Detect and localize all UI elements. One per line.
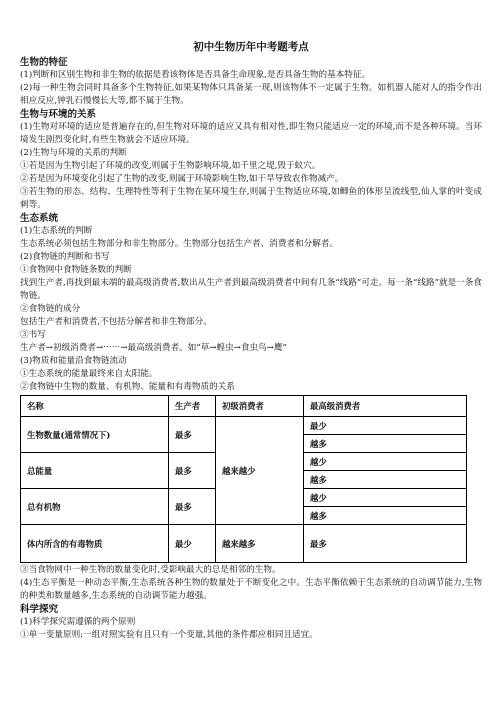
row-producer: 最多	[169, 417, 216, 453]
row-top-a: 越少	[304, 453, 467, 471]
header-top: 最高级消费者	[304, 396, 467, 417]
content-before-table	[20, 56, 482, 394]
table-row	[21, 417, 467, 435]
paragraph: 包括生产者和消费者,不包括分解者和非生物部分。	[20, 317, 212, 327]
food-chain-table	[20, 395, 467, 563]
section-heading: 科学探究	[20, 604, 59, 615]
table-row	[21, 525, 467, 563]
document-page	[20, 40, 482, 642]
row-top-a: 最少	[304, 417, 467, 435]
paragraph: ②食物链中生物的数量、有机物、能量和有毒物质的关系	[20, 382, 235, 392]
paragraph: (1)判断和区别生物和非生物的依据是看该物体是否具备生命现象,是否具备生物的基本特征。	[20, 70, 371, 80]
paragraph: ①单一变量原则:一组对照实验有且只有一个变量,其他的条件都应相同且适宜。	[20, 630, 318, 640]
paragraph: (2)生物与环境的关系的判断	[20, 148, 127, 158]
paragraph: 生态系统必须包括生物部分和非生物部分。生物部分包括生产者、消费者和分解者。	[20, 239, 338, 249]
table-header-row	[21, 396, 467, 417]
document-title: 初中生物历年中考题考点	[193, 41, 309, 53]
paragraph: 找到生产者,再找到最末端的最高级消费者,数出从生产者到最高级消费者中间有几条“线路”可走。每一条“线路”就是一条食物链。	[20, 278, 482, 301]
header-producer: 生产者	[169, 396, 216, 417]
row-producer: 最少	[169, 525, 216, 563]
paragraph: (1)生物对环境的适应是普遍存在的,但生物对环境的适应又具有相对性,即生物只能适应一定的环境,而不是各种环境。当环境发生剧烈变化时,有些生物就会不适应环境。	[20, 122, 482, 145]
row-primary: 越来越多	[216, 525, 304, 563]
paragraph: (4)生态平衡是一种动态平衡,生态系统各种生物的数量处于不断变化之中。生态平衡依赖于生态系统的自动调节能力,生物的种类和数量越多,生态系统的自动调节能力越强。	[20, 578, 482, 601]
paragraph: (2)每一种生物会同时具备多个生物特征,如果某物体只具备某一现,则该物体不一定属于生物。如机器人能对人的指令作出相应反应,钟乳石慢慢长大等,都不属于生物。	[20, 83, 482, 106]
row-top-b: 越多	[304, 435, 467, 453]
paragraph: (1)科学探究需遵循的两个原则	[20, 617, 136, 627]
header-primary: 初级消费者	[216, 396, 304, 417]
row-top: 最多	[304, 525, 467, 563]
paragraph: ②若是因为环境变化引起了生物的改变,则属于环境影响生物,如干旱导致农作物减产。	[20, 174, 344, 184]
row-producer: 最多	[169, 453, 216, 489]
row-top-b: 越多	[304, 471, 467, 489]
header-name: 名称	[21, 396, 169, 417]
paragraph: ③当食物网中一种生物的数量变化时,受影响最大的总是相邻的生物。	[20, 565, 281, 575]
row-top-a: 越少	[304, 489, 467, 507]
primary-merged: 越来越少	[216, 417, 304, 525]
row-name: 生物数量(通常情况下)	[21, 417, 169, 453]
row-name: 总有机物	[21, 489, 169, 525]
row-name: 体内所含的有毒物质	[21, 525, 169, 563]
row-top-b: 越多	[304, 507, 467, 525]
section-heading: 生物的特征	[20, 57, 68, 68]
paragraph: ①生态系统的能量最终来自太阳能。	[20, 369, 158, 379]
paragraph: ①若是因为生物引起了环境的改变,则属于生物影响环境,如千里之堤,毁于蚁穴。	[20, 161, 321, 171]
content-after-table	[20, 564, 482, 642]
section-heading: 生物与环境的关系	[20, 109, 97, 120]
paragraph: (2)食物链的判断和书写	[20, 252, 110, 262]
paragraph: (1)生态系统的判断	[20, 226, 93, 236]
paragraph: ③若生物的形态、结构、生理特性等利于生物在某环境生存,则属于生物适应环境,如鲫鱼的体形呈流线型,仙人掌的叶变成刺等。	[20, 187, 482, 210]
paragraph: 生产者→初级消费者→⋯⋯→最高级消费者。如“草→蝗虫→食虫鸟→鹰”	[20, 343, 287, 353]
paragraph: (3)物质和能量沿食物链流动	[20, 356, 127, 366]
row-producer: 最多	[169, 489, 216, 525]
paragraph: ③书写	[20, 330, 46, 340]
row-name: 总能量	[21, 453, 169, 489]
section-heading: 生态系统	[20, 213, 59, 224]
paragraph: ②食物链的成分	[20, 304, 81, 314]
paragraph: ①食物网中食物链条数的判断	[20, 265, 132, 275]
